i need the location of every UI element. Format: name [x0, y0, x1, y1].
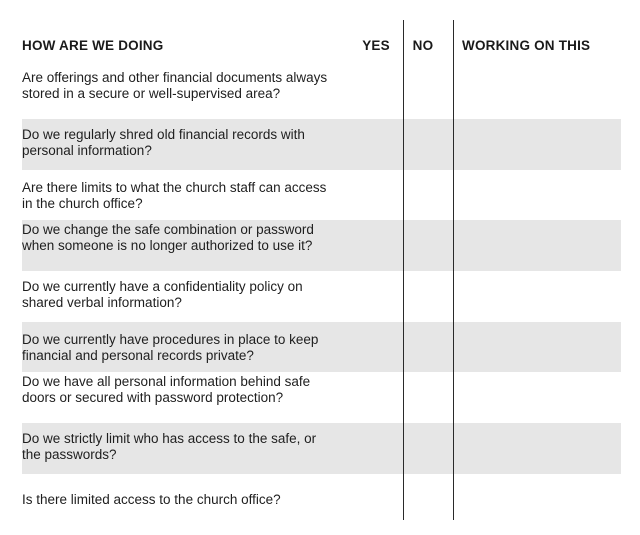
question-row: [22, 372, 621, 423]
self-assessment-checklist: [22, 0, 621, 535]
question-row: [22, 68, 621, 119]
question-row: [22, 474, 621, 524]
question-text: Is there limited access to the church office?: [22, 492, 281, 507]
question-text: Are there limits to what the church staff can access in the church office?: [22, 180, 327, 211]
question-row: [22, 322, 621, 372]
column-divider: [403, 20, 404, 520]
question-text: Do we have all personal information behind safe doors or secured with password protection?: [22, 374, 311, 405]
question-text: Do we currently have a confidentiality policy on shared verbal information?: [22, 279, 303, 310]
question-row: [22, 423, 621, 474]
question-rows: [22, 68, 621, 524]
column-divider: [453, 20, 454, 520]
header-row: [22, 30, 621, 62]
header-question: HOW ARE WE DOING: [22, 38, 164, 53]
header-yes: YES: [362, 38, 390, 53]
question-text: Do we strictly limit who has access to the safe, or the passwords?: [22, 431, 317, 462]
question-row: [22, 220, 621, 271]
question-row: [22, 271, 621, 322]
question-text: Do we change the safe combination or password when someone is no longer authorized to use it?: [22, 222, 314, 253]
question-row: [22, 170, 621, 220]
header-working-on-this: WORKING ON THIS: [462, 38, 591, 53]
question-row: [22, 119, 621, 170]
question-text: Do we currently have procedures in place to keep financial and personal records private?: [22, 332, 319, 363]
header-no: NO: [412, 38, 434, 53]
question-text: Are offerings and other financial documents always stored in a secure or well-supervised area?: [22, 70, 328, 101]
question-text: Do we regularly shred old financial records with personal information?: [22, 127, 305, 158]
